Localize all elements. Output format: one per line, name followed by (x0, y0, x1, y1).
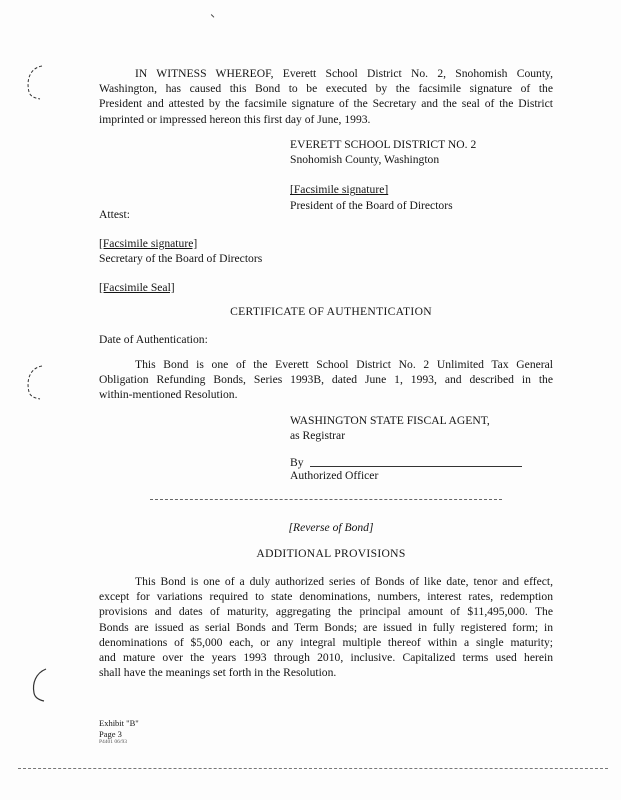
witness-paragraph (99, 66, 553, 127)
attest-label: Attest: (99, 208, 130, 221)
provisions-line-4: Bonds are issued as serial Bonds and Term Bonds; are issued in fully registered form; in (99, 620, 553, 634)
provisions-line-7: shall have the meanings set forth in the Resolution. (99, 666, 337, 680)
facsimile-seal: [Facsimile Seal] (99, 281, 175, 294)
district-name: EVERETT SCHOOL DISTRICT NO. 2 (290, 138, 477, 151)
fiscal-agent-role: as Registrar (290, 429, 346, 443)
witness-line-4: imprinted or impressed hereon this first day of June, 1993. (99, 112, 371, 126)
margin-hole-mark-1 (20, 62, 50, 102)
section-separator (150, 499, 502, 500)
secretary-title: Secretary of the Board of Directors (99, 252, 263, 266)
provisions-line-3: provisions and dates of maturity, aggregating the principal amount of $11,495,000. The (99, 605, 553, 619)
witness-line-1: IN WITNESS WHEREOF, Everett School District No. 2, Snohomish County, (135, 67, 553, 80)
additional-provisions-heading: ADDITIONAL PROVISIONS (256, 547, 406, 560)
footer-block (99, 718, 139, 746)
page-number: Page 3 (99, 728, 122, 739)
margin-hole-mark-3 (24, 665, 54, 705)
district-block (290, 137, 570, 213)
president-title: President of the Board of Directors (290, 198, 453, 212)
witness-line-2: Washington, has caused this Bond to be executed by the facsimile signature of the (99, 82, 553, 96)
president-signature: [Facsimile signature] (290, 183, 389, 197)
provisions-line-6: and mature over the years 1993 through 2010, inclusive. Capitalized terms used herein (99, 650, 553, 664)
fiscal-agent-name: WASHINGTON STATE FISCAL AGENT, (290, 414, 490, 427)
secretary-signature: [Facsimile signature] (99, 237, 198, 250)
reverse-label: [Reverse of Bond] (288, 521, 374, 534)
provisions-line-2: except for variations required to state denominations, numbers, interest rates, redemption (99, 590, 553, 604)
district-county: Snohomish County, Washington (290, 153, 440, 167)
certificate-paragraph (99, 357, 553, 403)
provisions-line-5: denominations of $5,000 each, or any integral multiple thereof within a single maturity; (99, 635, 553, 649)
certificate-line-3: within-mentioned Resolution. (99, 388, 238, 402)
provisions-line-1: This Bond is one of a duly authorized series of Bonds of like date, tenor and effect, (135, 575, 553, 588)
certificate-line-2: Obligation Refunding Bonds, Series 1993B, dated June 1, 1993, and described in the (99, 373, 553, 387)
witness-line-3: President and attested by the facsimile signature of the Secretary and the seal of the District (99, 97, 553, 111)
exhibit-label: Exhibit "B" (99, 718, 139, 728)
scan-artifact-line (18, 768, 608, 769)
registrar-block (290, 413, 570, 443)
authentication-date-label: Date of Authentication: (99, 333, 208, 346)
certificate-heading: CERTIFICATE OF AUTHENTICATION (230, 305, 432, 318)
document-code: P4401 06/93 (99, 739, 127, 745)
scan-mark-top (211, 11, 217, 17)
by-label: By (290, 456, 304, 469)
margin-hole-mark-2 (20, 362, 50, 402)
certificate-line-1: This Bond is one of the Everett School District No. 2 Unlimited Tax General (135, 358, 553, 371)
authorized-officer-label: Authorized Officer (290, 469, 379, 482)
signature-line (310, 466, 522, 467)
provisions-paragraph (99, 574, 553, 680)
attest-block (99, 236, 262, 266)
